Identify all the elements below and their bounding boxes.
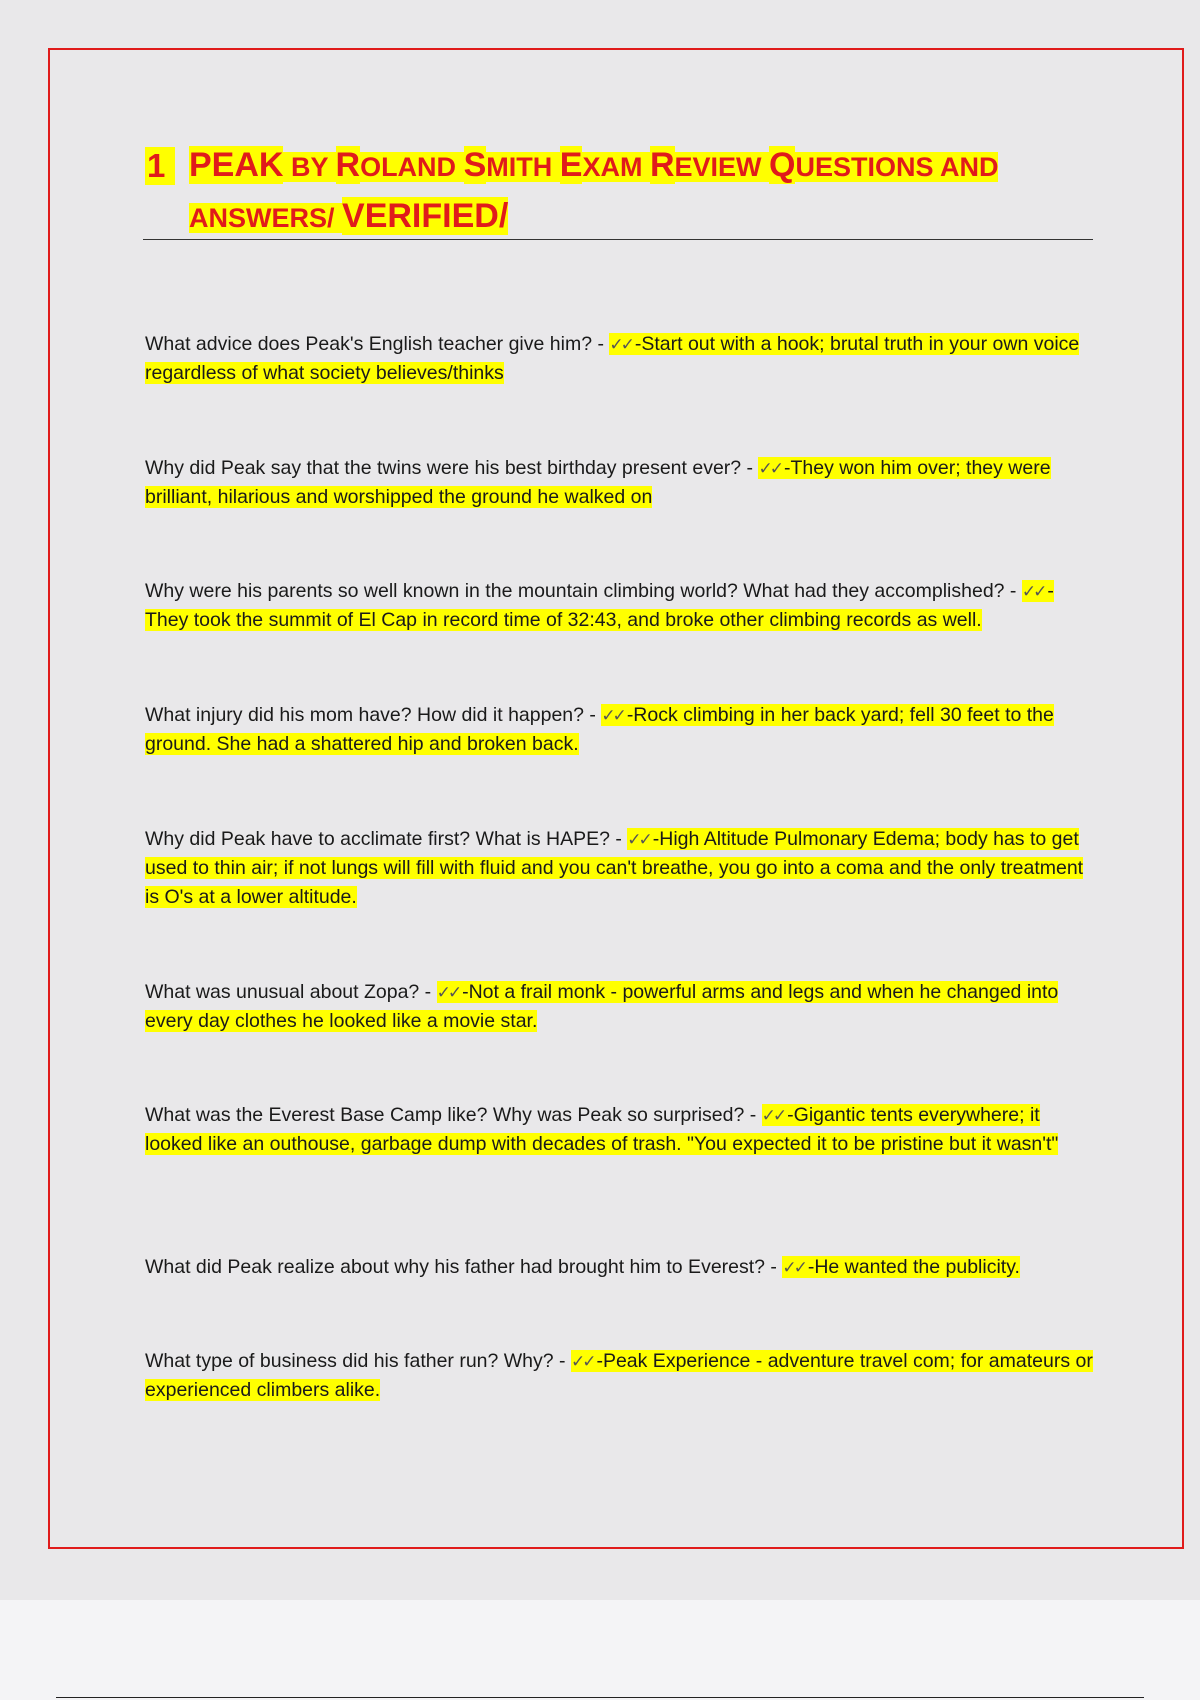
page-frame [48,48,1184,1549]
answer-text: -Peak Experience - adventure travel com; for amateurs or experienced climbers alike. [145,1350,1093,1401]
question-text: What did Peak realize about why his father had brought him to Everest? - [145,1256,783,1278]
document-title [143,143,1093,240]
double-check-icon: ✓✓ [627,830,650,849]
next-page-rule [56,1697,1144,1698]
title-part: R [335,146,361,184]
answer-text: -He wanted the publicity. [807,1256,1020,1278]
qa-item [145,1253,1095,1282]
answer-text: -They took the summit of El Cap in record time of 32:43, and broke other climbing records as well. [145,580,1054,631]
title-part: Q [769,146,796,184]
qa-item [145,577,1095,635]
qa-item [145,978,1095,1036]
question-text: What was unusual about Zopa? - [145,981,437,1003]
qa-item [145,701,1095,759]
answer-text: -Gigantic tents everywhere; it looked like an outhouse, garbage dump with decades of trash. "You expected it to be pristine but it wasn't" [145,1104,1059,1155]
question-text: What was the Everest Base Camp like? Why was Peak so surprised? - [145,1104,762,1126]
title-number: 1 [145,147,175,185]
question-text: Why were his parents so well known in the mountain climbing world? What had they accomplished? - [145,580,1022,602]
title-part: BY [283,152,336,182]
title-part: PEAK [189,146,284,184]
answer-text: -Not a frail monk - powerful arms and legs and when he changed into every day clothes he looked like a movie star. [145,981,1059,1032]
title-part: EVIEW [674,152,770,182]
title-text [189,143,1089,245]
qa-item [145,454,1095,512]
answer-text: -High Altitude Pulmonary Edema; body has to get used to thin air; if not lungs will fill with fluid and you can't breathe, you go into a coma and the only treatment is O's at a lower altitude. [145,828,1084,908]
question-text: What injury did his mom have? How did it happen? - [145,704,602,726]
title-part: S [463,146,487,184]
title-part: E [559,146,583,184]
title-part: XAM [582,152,650,182]
question-text: What advice does Peak's English teacher give him? - [145,333,610,355]
double-check-icon: ✓✓ [436,983,460,1002]
answer-text: -Start out with a hook; brutal truth in your own voice regardless of what society believes/thinks [145,333,1080,384]
title-part: MITH [486,152,560,182]
qa-item [145,330,1095,388]
double-check-icon: ✓✓ [758,459,781,478]
question-text: Why did Peak have to acclimate first? What is HAPE? - [145,828,628,850]
question-text: What type of business did his father run? Why? - [145,1350,571,1372]
double-check-icon: ✓✓ [609,335,632,354]
double-check-icon: ✓✓ [761,1106,785,1125]
answer-text: -They won him over; they were brilliant, hilarious and worshipped the ground he walked on [145,457,1051,508]
qa-item [145,1347,1095,1405]
title-part: UESTIONS AND [795,152,999,182]
double-check-icon: ✓✓ [570,1352,594,1371]
question-text: Why did Peak say that the twins were his best birthday present ever? - [145,457,759,479]
double-check-icon: ✓✓ [782,1258,805,1277]
next-page-strip [0,1600,1200,1700]
double-check-icon: ✓✓ [601,706,624,725]
answer-highlight [782,1256,1020,1278]
qa-item [145,1101,1095,1159]
title-part: OLAND [360,152,464,182]
answer-text: -Rock climbing in her back yard; fell 30 feet to the ground. She had a shattered hip and broken back. [145,704,1054,755]
title-part: R [649,146,675,184]
title-part: VERIFIED/ [342,197,509,235]
qa-item [145,825,1095,912]
title-part: ANSWERS/ [189,203,343,233]
double-check-icon: ✓✓ [1021,582,1045,601]
